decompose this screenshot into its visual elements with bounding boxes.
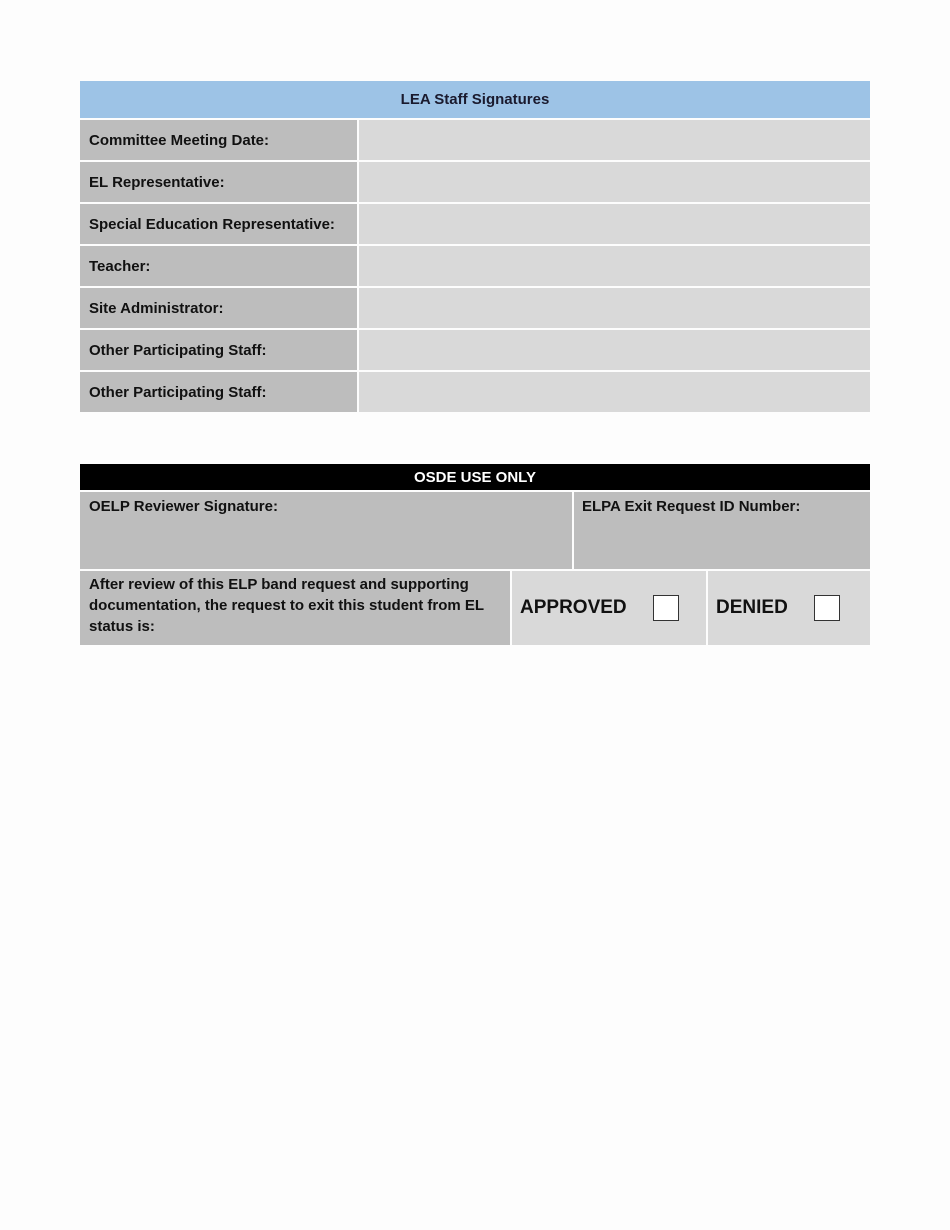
lea-row-el-representative — [80, 162, 870, 202]
approved-option — [512, 571, 706, 645]
lea-row-other-participating-staff-2 — [80, 372, 870, 412]
row-label: Committee Meeting Date: — [80, 120, 357, 160]
decision-statement: After review of this ELP band request and supporting documentation, the request to exit this student from EL status is: — [80, 571, 510, 645]
teacher-field[interactable] — [359, 246, 870, 286]
row-label: Other Participating Staff: — [80, 372, 357, 412]
lea-row-site-administrator — [80, 288, 870, 328]
denied-label: DENIED — [716, 597, 788, 618]
committee-meeting-date-field[interactable] — [359, 120, 870, 160]
row-label: Site Administrator: — [80, 288, 357, 328]
osde-decision-row — [80, 571, 870, 645]
row-label: EL Representative: — [80, 162, 357, 202]
other-participating-staff-field-2[interactable] — [359, 372, 870, 412]
elpa-exit-request-id-field[interactable] — [574, 492, 870, 569]
el-representative-field[interactable] — [359, 162, 870, 202]
row-label: Teacher: — [80, 246, 357, 286]
lea-row-other-participating-staff-1 — [80, 330, 870, 370]
site-administrator-field[interactable] — [359, 288, 870, 328]
osde-signature-row — [80, 492, 870, 569]
osde-use-only-table — [80, 464, 870, 645]
oelp-reviewer-signature-field[interactable] — [80, 492, 572, 569]
lea-staff-signatures-table — [80, 81, 870, 412]
row-label: Other Participating Staff: — [80, 330, 357, 370]
lea-row-committee-meeting-date — [80, 120, 870, 160]
approved-checkbox[interactable] — [653, 595, 679, 621]
lea-row-special-education-representative — [80, 204, 870, 244]
lea-row-teacher — [80, 246, 870, 286]
osde-table-title: OSDE USE ONLY — [80, 464, 870, 490]
denied-option — [708, 571, 870, 645]
row-label: Special Education Representative: — [80, 204, 357, 244]
oelp-reviewer-signature-label: OELP Reviewer Signature: — [89, 498, 278, 515]
other-participating-staff-field-1[interactable] — [359, 330, 870, 370]
lea-table-title: LEA Staff Signatures — [80, 81, 870, 118]
elpa-exit-request-id-label: ELPA Exit Request ID Number: — [582, 498, 801, 515]
special-education-representative-field[interactable] — [359, 204, 870, 244]
denied-checkbox[interactable] — [814, 595, 840, 621]
approved-label: APPROVED — [520, 597, 627, 618]
